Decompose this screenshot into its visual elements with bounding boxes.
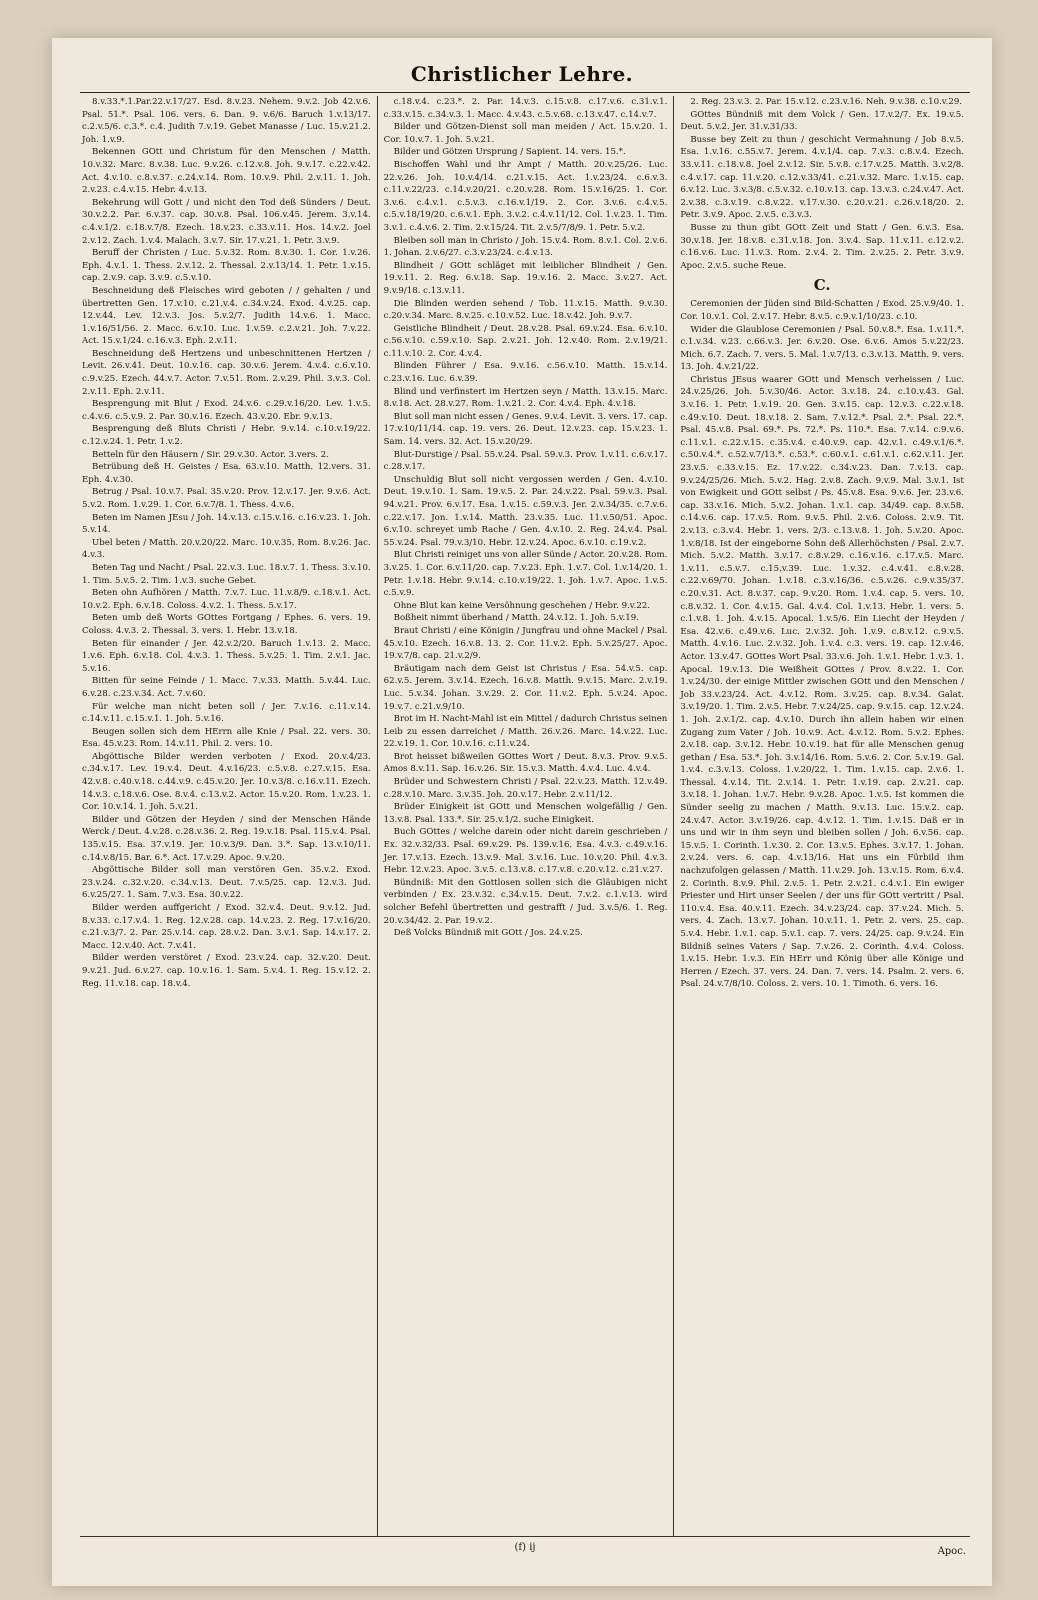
index-entry: Beugen sollen sich dem HErrn alle Knie / Psal. 22. vers. 30. Esa. 45.v.23. Rom. 14.v.11. Phil. 2. vers. 10. [82, 726, 371, 750]
index-entry: Braut Christi / eine Königin / Jungfrau und ohne Mackel / Psal. 45.v.10. Ezech. 16.v.8. 13. 2. Cor. 11.v.2. Eph. 5.v.25/27. Apoc. 19.v.7/8. cap. 21.v.2/9. [383, 625, 668, 662]
page-title: Christlicher Lehre. [410, 62, 634, 86]
index-entry: Ubel beten / Matth. 20.v.20/22. Marc. 10.v.35. Rom. 8.v.26. Jac. 4.v.3. [82, 537, 371, 561]
index-entry: Für welche man nicht beten soll / Jer. 7.v.16. c.11.v.14. c.14.v.11. c.15.v.1. 1. Joh. 5.v.16. [82, 701, 371, 725]
index-entry: Abgöttische Bilder werden verboten / Exod. 20.v.4/23. c.34.v.17. Lev. 19.v.4. Deut. 4.v.16/23. c.5.v.8. c.27.v.15. Esa. 42.v.8. c.40.v.18. c.44.v.9. c.45.v.20. Jer. 10.v.3/8. c.16.v.11. Ezech. 14.v.3. c.18.v.6. Ose. 8.v.4. c.13.v.2. Actor. 15.v.20. Rom. 1.v.23. 1. Cor. 10.v.14. 1. Joh. 5.v.21. [82, 751, 371, 813]
index-entry: Busse bey Zeit zu thun / geschicht Vermahnung / Job 8.v.5. Esa. 1.v.16. c.55.v.7. Jerem. 4.v.1/4. cap. 7.v.3. c.8.v.4. Ezech. 33.v.11. c.18.v.8. Joel 2.v.12. Sir. 5.v.8. c.17.v.25. Matth. 3.v.2/8. c.4.v.17. cap. 11.v.20. c.12.v.33/41. c.21.v.32. Marc. 1.v.15. cap. 6.v.12. Luc. 3.v.3/8. c.5.v.32. c.10.v.13. cap. 13.v.3. c.24.v.47. Act. 2.v.38. c.3.v.19. c.8.v.22. v.17.v.30. c.20.v.21. c.26.v.18/20. 2. Petr. 3.v.9. Apoc. 2.v.5. c.3.v.3. [680, 134, 964, 221]
index-entry: Betteln für den Häusern / Sir. 29.v.30. Actor. 3.vers. 2. [92, 449, 329, 460]
index-entry: Beten Tag und Nacht / Psal. 22.v.3. Luc. 18.v.7. 1. Thess. 3.v.10. 1. Tim. 5.v.5. 2. Tim. 1.v.3. suche Gebet. [82, 562, 371, 586]
index-entry: Brüder Einigkeit ist GOtt und Menschen wolgefällig / Gen. 13.v.8. Psal. 133.*. Sir. 25.v.1/2. suche Einigkeit. [383, 802, 668, 825]
column-middle [377, 96, 674, 1536]
index-entry: c.18.v.4. c.23.*. 2. Par. 14.v.3. c.15.v.8. c.17.v.6. c.31.v.1. c.33.v.15. c.34.v.3. 1. Macc. 4.v.43. c.5.v.68. c.13.v.47. c.14.v.7. [383, 97, 668, 120]
index-entry: Wider die Glaublose Ceremonien / Psal. 50.v.8.*. Esa. 1.v.11.*. c.1.v.34. v.23. c.66.v.3. Jer. 6.v.20. Ose. 6.v.6. Amos 5.v.22/23. Mich. 6.7. Zach. 7. vers. 5. Mal. 1.v.7/13. c.3.v.13. Matth. 9. vers. 13. Joh. 4.v.21/22. [680, 324, 964, 373]
index-entry: Blut soll man nicht essen / Genes. 9.v.4. Levit. 3. vers. 17. cap. 17.v.10/11/14. cap. 19. vers. 26. Deut. 12.v.23. cap. 15.v.23. 1. Sam. 14. vers. 32. Act. 15.v.20/29. [383, 411, 668, 448]
index-entry: Brüder und Schwestern Christi / Psal. 22.v.23. Matth. 12.v.49. c.28.v.10. Marc. 3.v.35. Joh. 20.v.17. Hebr. 2.v.11/12. [383, 777, 668, 800]
index-entry: Bilder und Götzen der Heyden / sind der Menschen Hände Werck / Deut. 4.v.28. c.28.v.36. 2. Reg. 19.v.18. Psal. 115.v.4. Psal. 135.v.15. Esa. 37.v.19. Jer. 10.v.3/9. Dan. 3.*. Sap. 13.v.10/11. c.14.v.8/15. Bar. 6.*. Act. 17.v.29. Apoc. 9.v.20. [82, 814, 371, 863]
index-entry: Betrug / Psal. 10.v.7. Psal. 35.v.20. Prov. 12.v.17. Jer. 9.v.6. Act. 5.v.2. Rom. 1.v.29. 1. Cor. 6.v.7/8. 1. Thess. 4.v.6. [82, 487, 371, 510]
index-entry: Beten umb deß Worts GOttes Fortgang / Ephes. 6. vers. 19. Coloss. 4.v.3. 2. Thessal. 3. vers. 1. Hebr. 13.v.18. [82, 613, 371, 636]
index-entry: Unschuldig Blut soll nicht vergossen werden / Gen. 4.v.10. Deut. 19.v.10. 1. Sam. 19.v.5. 2. Par. 24.v.22. Psal. 59.v.3. Psal. 94.v.21. Prov. 6.v.17. Esa. 1.v.15. c.59.v.3. Jer. 2.v.34/35. c.7.v.6. c.22.v.17. Jon. 1.v.14. Matth. 23.v.35. Luc. 11.v.50/51. Apoc. 6.v.10. schreyet umb Rache / Gen. 4.v.10. 2. Reg. 24.v.4. Psal. 55.v.24. Psal. 79.v.3/10. Hebr. 12.v.24. Apoc. 6.v.10. c.19.v.2. [383, 474, 668, 548]
index-entry: Die Blinden werden sehend / Tob. 11.v.15. Matth. 9.v.30. c.20.v.34. Marc. 8.v.25. c.10.v.52. Luc. 18.v.42. Joh. 9.v.7. [383, 298, 668, 322]
index-entry: Beschneidung deß Fleisches wird geboten / / gehalten / und übertretten Gen. 17.v.10. c.21.v.4. c.34.v.24. Exod. 4.v.25. cap. 12.v.44. Lev. 12.v.3. Jos. 5.v.2/7. Judith 14.v.6. 1. Macc. 1.v.16/51/56. 2. Macc. 6.v.10. Luc. 1.v.59. c.2.v.21. Joh. 7.v.22. Act. 15.v.1/24. c.16.v.3. Eph. 2.v.11. [82, 285, 371, 347]
page-footer [80, 1542, 970, 1562]
index-entry: Blind und verfinstert im Hertzen seyn / Matth. 13.v.15. Marc. 8.v.18. Act. 28.v.27. Rom. 1.v.21. 2. Cor. 4.v.4. Eph. 4.v.18. [383, 386, 668, 410]
index-entry: Bilder werden auffgericht / Exod. 32.v.4. Deut. 9.v.12. Jud. 8.v.33. c.17.v.4. 1. Reg. 12.v.28. cap. 14.v.23. 2. Reg. 17.v.16/20. c.21.v.3/7. 2. Par. 25.v.14. cap. 28.v.2. Dan. 3.v.1. Sap. 14.v.17. 2. Macc. 12.v.40. Act. 7.v.41. [82, 903, 371, 951]
index-entry: Busse zu thun gibt GOtt Zeit und Statt / Gen. 6.v.3. Esa. 30.v.18. Jer. 18.v.8. c.31.v.18. Jon. 3.v.4. Sap. 11.v.11. c.12.v.2. c.16.v.6. Luc. 11.v.3. Rom. 2.v.4. 2. Tim. 2.v.25. 2. Petr. 3.v.9. Apoc. 2.v.5. suche Reue. [680, 222, 964, 271]
index-entry: Brot im H. Nacht-Mahl ist ein Mittel / dadurch Christus seinen Leib zu essen darreichet / Matth. 26.v.26. Marc. 14.v.22. Luc. 22.v.19. 1. Cor. 10.v.16. c.11.v.24. [383, 714, 668, 750]
index-entry: Bilder werden verstöret / Exod. 23.v.24. cap. 32.v.20. Deut. 9.v.21. Jud. 6.v.27. cap. 10.v.16. 1. Sam. 5.v.4. 1. Reg. 15.v.12. 2. Reg. 11.v.18. cap. 18.v.4. [82, 953, 371, 989]
index-entry: Deß Volcks Bündniß mit GOtt / Jos. 24.v.25. [393, 928, 583, 939]
index-entry: GOttes Bündniß mit dem Volck / Gen. 17.v.2/7. Ex. 19.v.5. Deut. 5.v.2. Jer. 31.v.31/33. [680, 109, 964, 133]
index-entry: Christus JEsus waarer GOtt und Mensch verheissen / Luc. 24.v.25/26. Joh. 5.v.30/46. Actor. 3.v.18. 24. c.10.v.43. Gal. 3.v.16. 1. Petr. 1.v.19. 20. Gen. 3.v.15. cap. 12.v.3. c.22.v.18. c.49.v.10. Deut. 18.v.18. 2. Sam. 7.v.12.*. Psal. 2.*. Psal. 22.*. Psal. 45.v.8. Psal. 69.*. Ps. 72.*. Ps. 110.*. Esa. 7.v.14. c.9.v.6. c.11.v.1. c.22.v.15. c.35.v.4. c.40.v.9. cap. 42.v.1. c.49.v.1/6.*. c.50.v.4.*. c.52.v.7/13.*. c.53.*. c.60.v.1. c.61.v.1. c.62.v.11. Jer. 23.v.5. c.33.v.15. Ez. 17.v.22. c.34.v.23. Dan. 7.v.13. cap. 9.v.24/25/26. Mich. 5.v.2. Hag. 2.v.8. Zach. 9.v.9. Mal. 3.v.1. Ist von Ewigkeit und GOtt selbst / Ps. 45.v.8. Esa. 9.v.6. Jer. 23.v.6. cap. 33.v.16. Mich. 5.v.2. Johan. 1.v.1. cap. 34/49. cap. 8.v.58. c.14.v.6. cap. 17.v.5. Rom. 9.v.5. Phil. 2.v.6. Coloss. 2.v.9. Tit. 2.v.13. c.3.v.4. Hebr. 1. vers. 2/3. c.13.v.8. 1. Joh. 5.v.20. Apoc. 1.v.8/18. Ist der eingeborne Sohn deß Allerhöchsten / Psal. 2.v.7. Mich. 5.v.2. Matth. 3.v.17. c.8.v.29. c.16.v.16. c.17.v.5. Marc. 1.v.11. c.5.v.7. c.15.v.39. Luc. 1.v.32. c.4.v.41. c.8.v.28. c.22.v.69/70. Johan. 1.v.18. c.3.v.16/36. c.5.v.26. c.9.v.35/37. c.20.v.31. Act. 8.v.37. cap. 9.v.20. Rom. 1.v.4. cap. 5. vers. 10. c.8.v.32. 1. Cor. 4.v.15. Gal. 4.v.4. Col. 1.v.13. Hebr. 1. vers. 5. c.1.v.8. 1. Joh. 4.v.15. Apocal. 1.v.5/6. Ein Liecht der Heyden / Esa. 42.v.6. c.49.v.6. Luc. 2.v.32. Joh. 1.v.9. c.8.v.12. c.9.v.5. Matth. 4.v.16. Luc. 2.v.32. Joh. 1.v.4. c.3. vers. 19. cap. 12.v.46. Actor. 13.v.47. GOttes Wort Psal. 33.v.6. Joh. 1.v.1. Hebr. 1.v.3. 1. Apocal. 19.v.13. Die Weißheit GOttes / Prov. 8.v.22. 1. Cor. 1.v.24/30. der einige Mittler zwischen GOtt und den Menschen / Job 33.v.23/24. Act. 4.v.12. Rom. 3.v.25. cap. 8.v.34. Galat. 3.v.19/20. 1. Tim. 2.v.5. Hebr. 7.v.24/25. cap. 9.v.15. cap. 12.v.24. 1. Joh. 2.v.1/2. cap. 4.v.10. Durch ihn allein haben wir einen Zugang zum Vater / Joh. 10.v.9. Act. 4.v.12. Rom. 5.v.2. Ephes. 2.v.18. cap. 3.v.12. Hebr. 10.v.19. hat für alle Menschen genug gethan / Esa. 53.*. Joh. 3.v.14/16. Rom. 5.v.6. 2. Cor. 5.v.19. Gal. 1.v.4. c.3.v.13. Coloss. 1.v.20/22. 1. Tim. 1.v.15. cap. 2.v.6. 1. Thessal. 4.v.14. Tit. 2.v.14. 1. Petr. 1.v.19. cap. 2.v.21. cap. 3.v.18. 1. Johan. 1.v.7. Hebr. 9.v.28. Apoc. 1.v.5. Ist kommen die Sünder seelig zu machen / Matth. 9.v.13. Luc. 15.v.2. cap. 24.v.47. Actor. 3.v.19/26. cap. 4.v.12. 1. Tim. 1.v.15. Daß er in uns und wir in ihm seyn und bleiben sollen / Joh. 6.v.56. cap. 15.v.5. 1. Corinth. 1.v.30. 2. Cor. 13.v.5. Ephes. 3.v.17. 1. Johan. 2.v.24. vers. 6. cap. 4.v.13/16. Hat uns ein Fürbild ihm nachzufolgen gelassen / Matth. 11.v.29. Joh. 13.v.15. Rom. 6.v.4. 2. Corinth. 8.v.9. Phil. 2.v.5. 1. Petr. 2.v.21. c.4.v.1. Ein ewiger Priester und Hirt unser Seelen / der uns für GOtt vertritt / Psal. 110.v.4. Esa. 40.v.11. Ezech. 34.v.23/24. cap. 37.v.24. Mich. 5. vers. 4. Zach. 13.v.7. Johan. 10.v.11. 1. Petr. 2. vers. 25. cap. 5.v.4. Hebr. 1.v.1. cap. 5.v.1. cap. 7. vers. 24/25. cap. 9.v.24. Ein Bildniß seines Vaters / Sap. 7.v.26. 2. Corinth. 4.v.4. Coloss. 1.v.15. Hebr. 1.v.3. Ein HErr und König über alle Könige und Herren / Ezech. 37. vers. 24. Dan. 7. vers. 14. Psalm. 2. vers. 6. Psal. 24.v.7/8/10. Coloss. 2. vers. 10. 1. Timoth. 6. vers. 16. [680, 374, 964, 990]
column-left [80, 96, 377, 1536]
index-entry: Bitten für seine Feinde / 1. Macc. 7.v.33. Matth. 5.v.44. Luc. 6.v.28. c.23.v.34. Act. 7.v.60. [82, 676, 371, 699]
index-entry: Blinden Führer / Esa. 9.v.16. c.56.v.10. Matth. 15.v.14. c.23.v.16. Luc. 6.v.39. [383, 361, 668, 385]
index-entry: Beten im Namen JEsu / Joh. 14.v.13. c.15.v.16. c.16.v.23. 1. Joh. 5.v.14. [82, 512, 371, 536]
header-rule [80, 92, 970, 93]
index-entry: Bilder und Götzen-Dienst soll man meiden / Act. 15.v.20. 1. Cor. 10.v.7. 1. Joh. 5.v.21. [383, 122, 668, 145]
index-entry: Blut-Durstige / Psal. 55.v.24. Psal. 59.v.3. Prov. 1.v.11. c.6.v.17. c.28.v.17. [383, 449, 668, 473]
index-entry: Bräutigam nach dem Geist ist Christus / Esa. 54.v.5. cap. 62.v.5. Jerem. 3.v.14. Ezech. 16.v.8. Matth. 9.v.15. Marc. 2.v.19. Luc. 5.v.34. Johan. 3.v.29. 2. Cor. 11.v.2. Eph. 5.v.24. Apoc. 19.v.7. c.21.v.9/10. [383, 663, 668, 712]
index-entry: Beschneidung deß Hertzens und unbeschnittenen Hertzen / Levit. 26.v.41. Deut. 10.v.16. cap. 30.v.6. Jerem. 4.v.4. c.6.v.10. c.9.v.25. Ezech. 44.v.7. Actor. 7.v.51. Rom. 2.v.29. Phil. 3.v.3. Col. 2.v.11. Eph. 2.v.11. [82, 348, 371, 397]
section-letter: C. [813, 276, 831, 295]
index-entry: Bleiben soll man in Christo / Joh. 15.v.4. Rom. 8.v.1. Col. 2.v.6. 1. Johan. 2.v.6/27. c.3.v.23/24. c.4.v.13. [383, 235, 668, 259]
index-entry: Bischoffen Wahl und ihr Ampt / Matth. 20.v.25/26. Luc. 22.v.26. Joh. 10.v.4/14. c.21.v.15. Act. 1.v.23/24. c.6.v.3. c.11.v.22/23. c.14.v.20/21. c.20.v.28. Rom. 15.v.16/25. 1. Cor. 3.v.6. c.4.v.1. c.5.v.3. c.16.v.1/19. 2. Cor. 3.v.6. c.4.v.5. c.5.v.18/19/20. c.6.v.1. Eph. 3.v.2. c.4.v.11/12. Col. 1.v.23. 1. Tim. 3.v.1. c.4.v.6. 2. Tim. 2.v.15/24. Tit. 2.v.5/7/8/9. 1. Petr. 5.v.2. [383, 159, 668, 233]
index-entry: Blindheit / GOtt schläget mit leiblicher Blindheit / Gen. 19.v.11. 2. Reg. 6.v.18. Sap. 19.v.16. 2. Macc. 3.v.27. Act. 9.v.9/18. c.13.v.11. [383, 260, 668, 296]
running-header [52, 56, 992, 92]
index-entry: Ohne Blut kan keine Versöhnung geschehen / Hebr. 9.v.22. [393, 600, 651, 611]
index-entry: Beten für einander / Jer. 42.v.2/20. Baruch 1.v.13. 2. Macc. 1.v.6. Eph. 6.v.18. Col. 4.v.3. 1. Thess. 5.v.25. 1. Tim. 2.v.1. Jac. 5.v.16. [82, 638, 371, 674]
index-entry: Boßheit nimmt überhand / Matth. 24.v.12. 1. Joh. 5.v.19. [393, 613, 639, 624]
index-entry: Bündniß: Mit den Gottlosen sollen sich die Gläubigen nicht verbinden / Ex. 23.v.32. c.34.v.15. Deut. 7.v.2. c.1.v.13. wird solcher Befehl übertretten und gestrafft / Jud. 3.v.5/6. 1. Reg. 20.v.34/42. 2. Par. 19.v.2. [383, 877, 668, 926]
index-entry: Besprengung mit Blut / Exod. 24.v.6. c.29.v.16/20. Lev. 1.v.5. c.4.v.6. c.5.v.9. 2. Par. 30.v.16. Ezech. 43.v.20. Ebr. 9.v.13. [82, 399, 371, 422]
index-entry: Beten ohn Aufhören / Matth. 7.v.7. Luc. 11.v.8/9. c.18.v.1. Act. 10.v.2. Eph. 6.v.18. Coloss. 4.v.2. 1. Thess. 5.v.17. [82, 588, 371, 611]
index-entry: Blut Christi reiniget uns von aller Sünde / Actor. 20.v.28. Rom. 3.v.25. 1. Cor. 6.v.11/20. cap. 7.v.23. Eph. 1.v.7. Col. 1.v.14/20. 1. Petr. 1.v.18. Hebr. 9.v.14. c.10.v.19/22. 1. Joh. 1.v.7. Apoc. 1.v.5. c.5.v.9. [383, 550, 668, 599]
signature-mark: (f) ij [514, 1542, 536, 1553]
index-entry: 2. Reg. 23.v.3. 2. Par. 15.v.12. c.23.v.16. Neh. 9.v.38. c.10.v.29. [690, 97, 963, 107]
catchword: Apoc. [937, 1546, 966, 1557]
index-entry: Beruff der Christen / Luc. 5.v.32. Rom. 8.v.30. 1. Cor. 1.v.26. Eph. 4.v.1. 1. Thess. 2.v.12. 2. Thessal. 2.v.13/14. 1. Petr. 1.v.15. cap. 2.v.9. cap. 3.v.9. c.5.v.10. [82, 248, 371, 284]
column-right [673, 96, 970, 1536]
index-entry: Bekehrung will Gott / und nicht den Tod deß Sünders / Deut. 30.v.2.2. Par. 6.v.37. cap. 30.v.8. Psal. 106.v.45. Jerem. 3.v.14. c.4.v.1/2. c.18.v.7/8. Ezech. 18.v.23. c.33.v.11. Hos. 14.v.2. Joel 2.v.12. Zach. 1.v.4. Malach. 3.v.7. Sir. 17.v.21. 1. Petr. 3.v.9. [82, 197, 371, 246]
index-entry: Ceremonien der Jüden sind Bild-Schatten / Exod. 25.v.9/40. 1. Cor. 10.v.1. Col. 2.v.17. Hebr. 8.v.5. c.9.v.1/10/23. c.10. [680, 299, 964, 322]
book-page [52, 38, 992, 1586]
index-entry: Brot heisset bißweilen GOttes Wort / Deut. 8.v.3. Prov. 9.v.5. Amos 8.v.11. Sap. 16.v.26. Sir. 15.v.3. Matth. 4.v.4. Luc. 4.v.4. [383, 751, 668, 775]
index-entry: Abgöttische Bilder soll man verstören Gen. 35.v.2. Exod. 23.v.24. c.32.v.20. c.34.v.13. Deut. 7.v.5/25. cap. 12.v.3. Jud. 6.v.25/27. 1. Sam. 7.v.3. Esa. 30.v.22. [82, 865, 371, 901]
index-entry: Bekennen GOtt und Christum für den Menschen / Matth. 10.v.32. Marc. 8.v.38. Luc. 9.v.26. c.12.v.8. Joh. 9.v.17. c.22.v.42. Act. 4.v.10. c.8.v.37. c.24.v.14. Rom. 10.v.9. Phil. 2.v.11. 1. Joh. 2.v.23. c.4.v.15. Hebr. 4.v.13. [82, 147, 371, 196]
index-entry: 8.v.33.*.1.Par.22.v.17/27. Esd. 8.v.23. Nehem. 9.v.2. Job 42.v.6. Psal. 51.*. Psal. 106. vers. 6. Dan. 9. v.6/6. Baruch 1.v.13/17. c.2.v.5/6. c.3.*. c.4. Judith 7.v.19. Gebet Manasse / Luc. 15.v.21.2. Joh. 1.v.9. [82, 97, 371, 145]
index-entry: Betrübung deß H. Geistes / Esa. 63.v.10. Matth. 12.vers. 31. Eph. 4.v.30. [82, 462, 371, 485]
index-columns [80, 96, 970, 1536]
footer-rule [80, 1536, 970, 1537]
index-entry: Geistliche Blindheit / Deut. 28.v.28. Psal. 69.v.24. Esa. 6.v.10. c.56.v.10. c.59.v.10. Sap. 2.v.21. Joh. 12.v.40. Rom. 2.v.19/21. c.11.v.10. 2. Cor. 4.v.4. [383, 323, 668, 359]
index-entry: Besprengung deß Bluts Christi / Hebr. 9.v.14. c.10.v.19/22. c.12.v.24. 1. Petr. 1.v.2. [82, 424, 371, 448]
index-entry: Buch GOttes / welche darein oder nicht darein geschrieben / Ex. 32.v.32/33. Psal. 69.v.29. Ps. 139.v.16. Esa. 4.v.3. c.49.v.16. Jer. 17.v.13. Ezech. 13.v.9. Mal. 3.v.16. Luc. 10.v.20. Phil. 4.v.3. Hebr. 12.v.23. Apoc. 3.v.5. c.13.v.8. c.17.v.8. c.20.v.12. c.21.v.27. [383, 827, 668, 876]
index-entry: Bilder und Götzen Ursprung / Sapient. 14. vers. 15.*. [393, 147, 626, 158]
